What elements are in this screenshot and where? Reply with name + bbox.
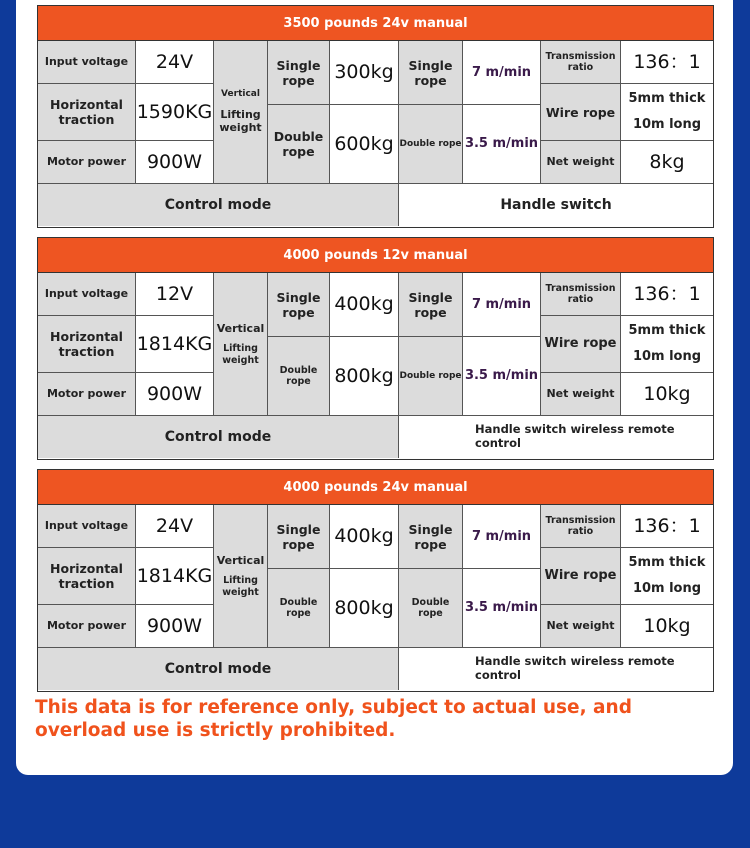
wire-rope-label: Wire rope [541,548,621,605]
wire-length: 10m long [632,349,702,364]
single-rope-label: Single rope [268,41,330,105]
horizontal-traction-value: 1814KG [136,316,214,373]
disclaimer-note: This data is for reference only, subject to actual use, and overload use is strictly prohibited. [35,697,632,741]
transmission-ratio-label: Transmission ratio [541,41,621,84]
lift-double-value: 800kg [330,569,399,648]
lifting-weight-label: Lifting weight [219,108,262,135]
wire-thickness: 5mm thick [628,91,706,107]
horizontal-traction-value: 1590KG [136,84,214,141]
speed-single-value: 7 m/min [463,41,541,105]
vertical-lifting-weight-label [214,273,268,416]
input-voltage-label: Input voltage [38,41,136,84]
lift-single-value: 400kg [330,505,399,569]
lift-double-value: 600kg [330,105,399,184]
wire-length: 10m long [632,581,702,596]
wire-rope-value [621,548,713,605]
input-voltage-value: 12V [136,273,214,316]
control-mode-value: Handle switch wireless remote control [399,648,713,690]
speed-single-value: 7 m/min [463,273,541,337]
input-voltage-label: Input voltage [38,505,136,548]
speed-single-rope-label: Single rope [399,41,463,105]
wire-thickness: 5mm thick [628,323,706,339]
input-voltage-label: Input voltage [38,273,136,316]
double-rope-label: Double rope [268,569,330,648]
motor-power-value: 900W [136,141,214,184]
net-weight-value: 8kg [621,141,713,184]
spec-title: 3500 pounds 24v manual [38,6,713,41]
single-rope-label: Single rope [268,273,330,337]
horizontal-traction-value: 1814KG [136,548,214,605]
transmission-ratio-value: 136：1 [621,273,713,316]
net-weight-label: Net weight [541,605,621,648]
wire-rope-label: Wire rope [541,316,621,373]
spec-table-4000lb-24v [37,469,714,692]
wire-rope-value [621,84,713,141]
speed-double-value: 3.5 m/min [463,569,541,648]
vertical-label: Vertical [216,554,265,568]
motor-power-label: Motor power [38,373,136,416]
spec-table-3500lb-24v [37,5,714,228]
net-weight-label: Net weight [541,373,621,416]
control-mode-label: Control mode [38,184,399,226]
transmission-ratio-value: 136：1 [621,505,713,548]
double-rope-label: Double rope [268,105,330,184]
control-mode-label: Control mode [38,416,399,458]
vertical-lifting-weight-label [214,505,268,648]
horizontal-traction-label: Horizontal traction [38,84,136,141]
lift-single-value: 400kg [330,273,399,337]
control-mode-value: Handle switch wireless remote control [399,416,713,458]
control-mode-label: Control mode [38,648,399,690]
double-rope-label: Double rope [268,337,330,416]
vertical-label: Vertical [216,322,265,336]
lift-double-value: 800kg [330,337,399,416]
motor-power-label: Motor power [38,141,136,184]
lifting-weight-label: Lifting weight [222,343,259,366]
motor-power-label: Motor power [38,605,136,648]
input-voltage-value: 24V [136,41,214,84]
speed-double-rope-label: Double rope [399,569,463,648]
net-weight-value: 10kg [621,373,713,416]
wire-rope-label: Wire rope [541,84,621,141]
speed-double-rope-label: Double rope [399,105,463,184]
transmission-ratio-label: Transmission ratio [541,273,621,316]
wire-thickness: 5mm thick [628,555,706,571]
spec-title: 4000 pounds 24v manual [38,470,713,505]
speed-double-rope-label: Double rope [399,337,463,416]
speed-double-value: 3.5 m/min [463,337,541,416]
speed-double-value: 3.5 m/min [463,105,541,184]
vertical-lifting-weight-label [214,41,268,184]
horizontal-traction-label: Horizontal traction [38,548,136,605]
single-rope-label: Single rope [268,505,330,569]
wire-rope-value [621,316,713,373]
speed-single-value: 7 m/min [463,505,541,569]
net-weight-value: 10kg [621,605,713,648]
control-mode-value: Handle switch [399,184,713,226]
wire-length: 10m long [632,117,702,132]
vertical-label: Vertical [221,89,260,100]
input-voltage-value: 24V [136,505,214,548]
lifting-weight-label: Lifting weight [222,575,259,598]
spec-title: 4000 pounds 12v manual [38,238,713,273]
horizontal-traction-label: Horizontal traction [38,316,136,373]
lift-single-value: 300kg [330,41,399,105]
spec-table-4000lb-12v [37,237,714,460]
motor-power-value: 900W [136,605,214,648]
motor-power-value: 900W [136,373,214,416]
speed-single-rope-label: Single rope [399,505,463,569]
speed-single-rope-label: Single rope [399,273,463,337]
transmission-ratio-label: Transmission ratio [541,505,621,548]
net-weight-label: Net weight [541,141,621,184]
transmission-ratio-value: 136：1 [621,41,713,84]
